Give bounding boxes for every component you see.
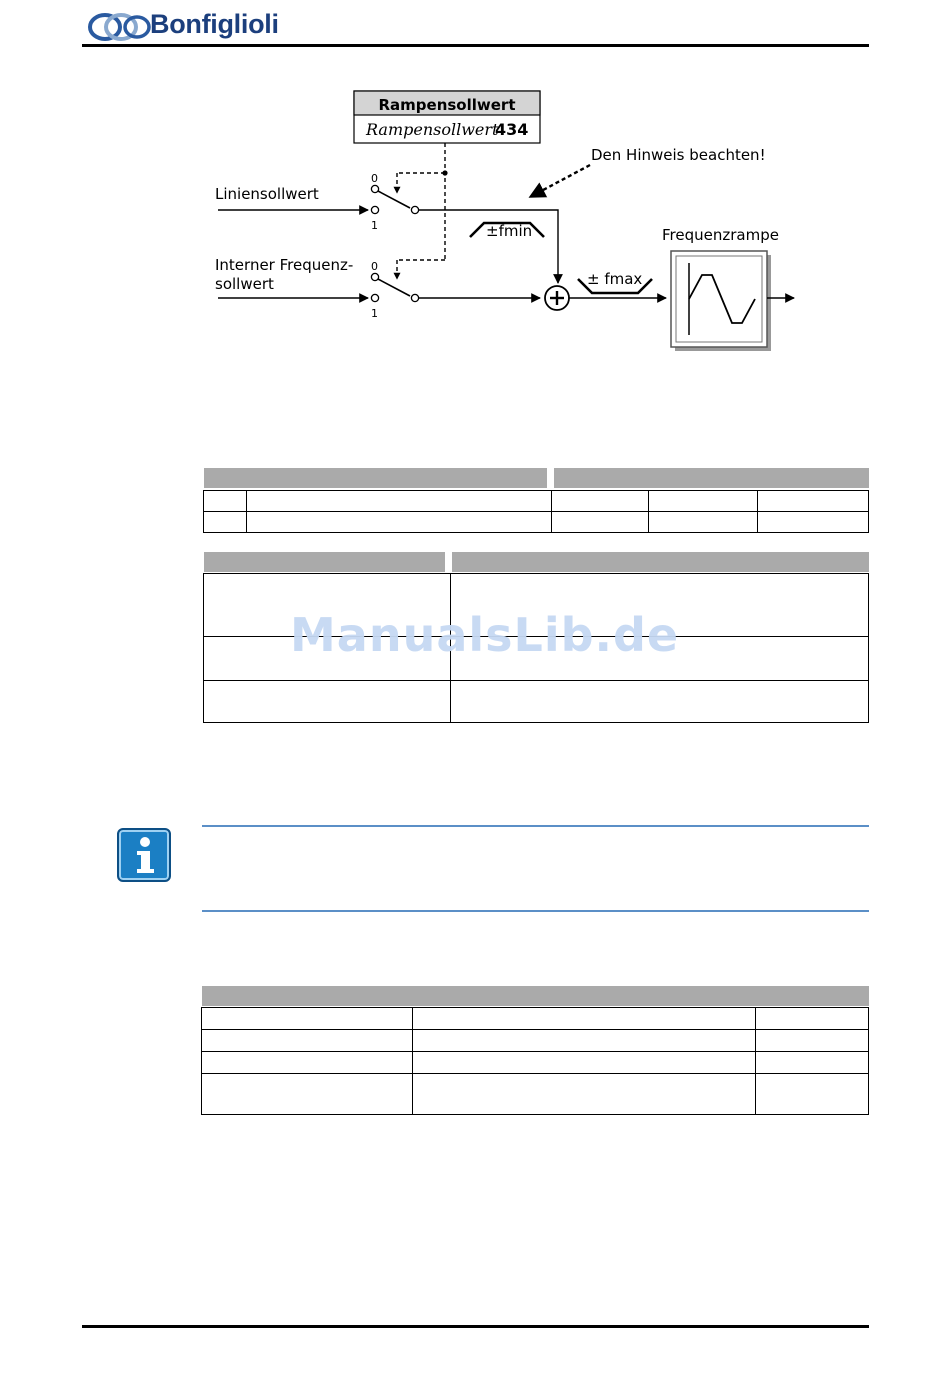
fmax-label: ± fmax [587, 270, 643, 288]
table-row [202, 1008, 869, 1030]
table-row [202, 1052, 869, 1074]
switch2-pos0: 0 [371, 260, 378, 273]
block-diagram [200, 85, 810, 355]
table-row [202, 1030, 869, 1052]
parameter-table [203, 490, 869, 533]
note-top-rule [202, 825, 869, 827]
note-label: Den Hinweis beachten! [591, 146, 766, 164]
switch-2 [371, 273, 418, 301]
table-row [204, 681, 869, 723]
parameter-entry-name: Rampensollwert [366, 120, 499, 139]
frequency-ramp-block [671, 251, 771, 351]
table1-header-left [204, 468, 547, 488]
parameter-box-title: Rampensollwert [378, 96, 516, 114]
table-row [204, 512, 869, 533]
table-row [202, 1074, 869, 1115]
footer-rule [82, 1325, 869, 1328]
info-icon [117, 828, 171, 882]
table2-header-left [204, 552, 445, 572]
brand-name: Bonfiglioli [150, 9, 279, 39]
ramp-label: Frequenzrampe [662, 226, 779, 244]
switch-1 [371, 185, 418, 213]
header-rule [82, 44, 869, 47]
table2-header-right [452, 552, 869, 572]
table-row [204, 491, 869, 512]
parameter-entry-number: 434 [495, 120, 529, 139]
table3-header [202, 986, 869, 1006]
input-internal-label-1: Interner Frequenz- [215, 256, 354, 274]
note-bottom-rule [202, 910, 869, 912]
input-line-label: Liniensollwert [215, 185, 319, 203]
switch2-pos1: 1 [371, 307, 378, 320]
switch1-pos1: 1 [371, 219, 378, 232]
fmin-label: ±fmin [486, 222, 533, 240]
control-lines [397, 143, 590, 279]
switch1-pos0: 0 [371, 172, 378, 185]
table1-header-right [554, 468, 869, 488]
summing-junction-icon [545, 286, 569, 310]
input-internal-label-2: sollwert [215, 275, 274, 293]
settings-table [201, 1007, 869, 1115]
watermark: ManualsLib.de [290, 608, 680, 662]
